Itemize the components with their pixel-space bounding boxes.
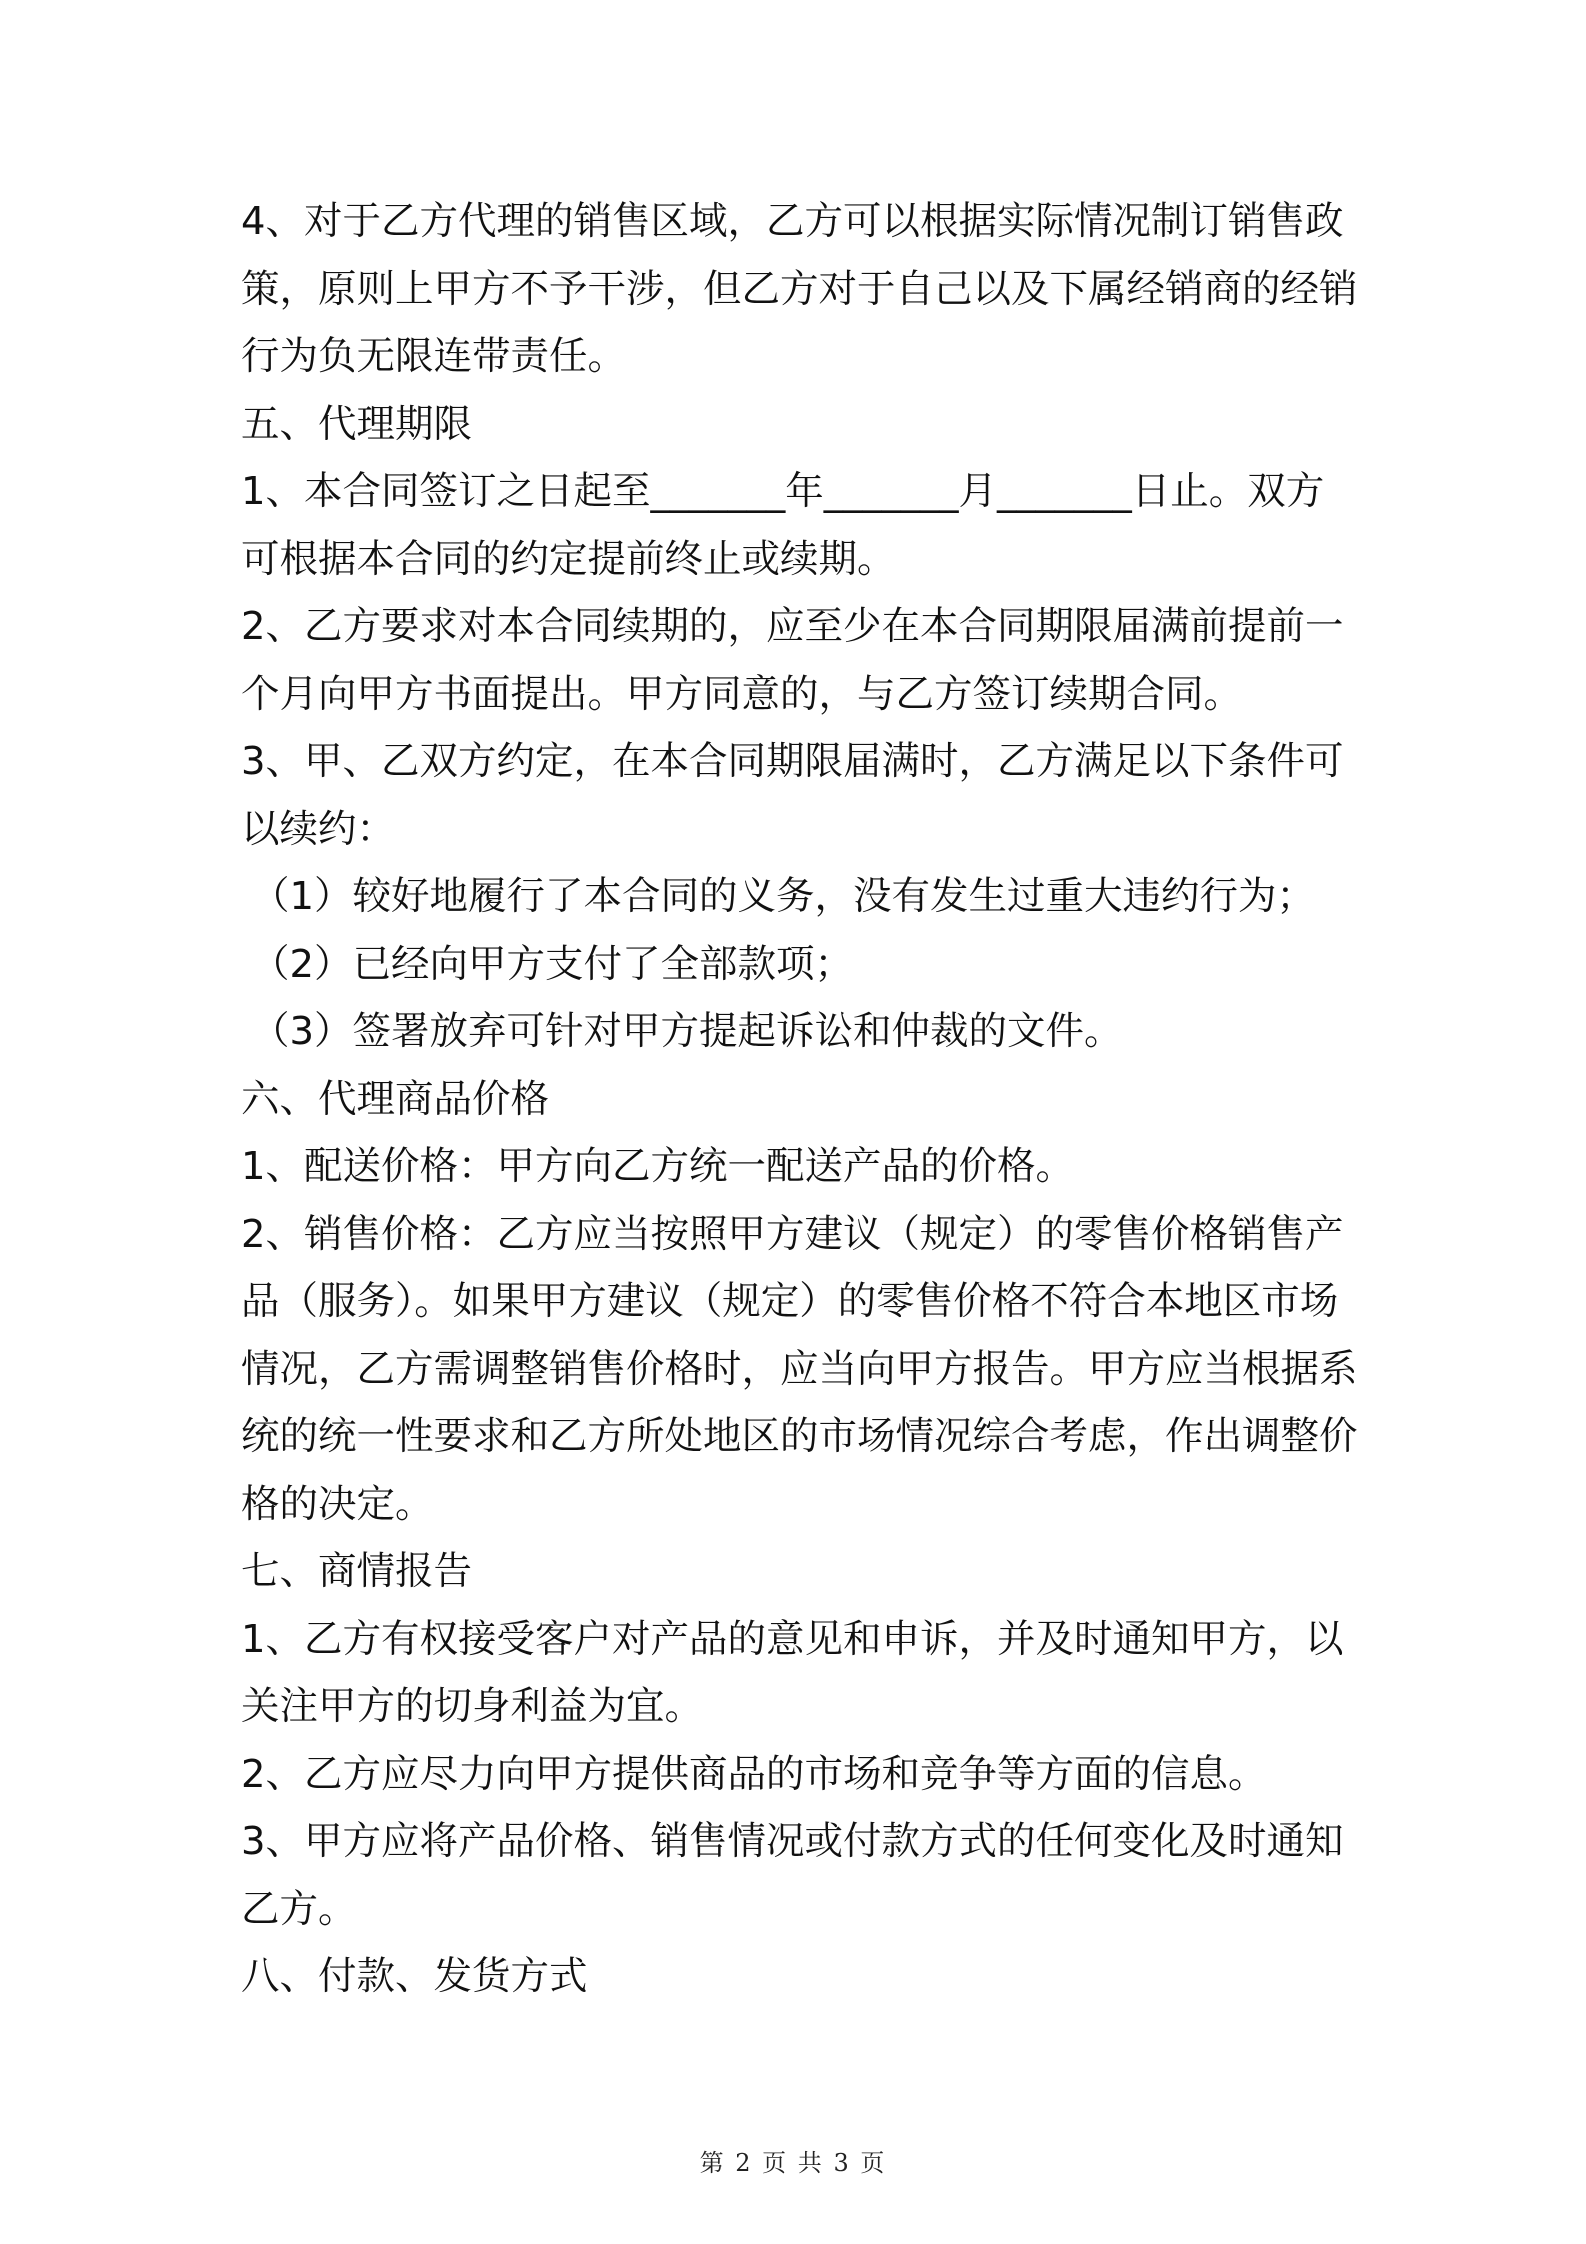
document-body — [241, 188, 1361, 2011]
section-heading-8: 八、付款、发货方式 — [241, 1954, 588, 1999]
section-heading-6: 六、代理商品价格 — [241, 1076, 550, 1122]
sub-item-condition-3: （3）签署放弃可针对甲方提起诉讼和仲裁的文件。 — [251, 1009, 1123, 1054]
sub-item-condition-1: （1）较好地履行了本合同的义务，没有发生过重大违约行为； — [251, 874, 1315, 919]
paragraph-item-4: 4、对于乙方代理的销售区域，乙方可以根据实际情况制订销售政策，原则上甲方不予干涉，但乙方对于自己以及下属经销商的经销行为负无限连带责任。 — [241, 199, 1358, 379]
paragraph-price-2: 2、销售价格：乙方应当按照甲方建议（规定）的零售价格销售产品（服务）。如果甲方建议（规定）的零售价格不符合本地区市场情况，乙方需调整销售价格时，应当向甲方报告。甲方应当根据系统的统一性要求和乙方所处地区的市场情况综合考虑，作出调整价格的决定。 — [241, 1211, 1358, 1527]
paragraph-report-1: 1、乙方有权接受客户对产品的意见和申诉，并及时通知甲方，以关注甲方的切身利益为宜。 — [241, 1616, 1344, 1729]
paragraph-report-3: 3、甲方应将产品价格、销售情况或付款方式的任何变化及时通知乙方。 — [241, 1819, 1344, 1932]
section-heading-5: 五、代理期限 — [241, 401, 473, 447]
paragraph-report-2: 2、乙方应尽力向甲方提供商品的市场和竞争等方面的信息。 — [241, 1751, 1267, 1797]
section-heading-7: 七、商情报告 — [241, 1549, 473, 1594]
paragraph-term-3: 3、甲、乙双方约定，在本合同期限届满时，乙方满足以下条件可以续约： — [241, 739, 1344, 852]
page-footer: 第 2 页 共 3 页 — [699, 2149, 887, 2177]
paragraph-term-1: 1、本合同签订之日起至_______年_______月_______日止。双方可根据本合同的约定提前终止或续期。 — [241, 469, 1325, 582]
paragraph-price-1: 1、配送价格：甲方向乙方统一配送产品的价格。 — [241, 1144, 1074, 1189]
paragraph-term-2: 2、乙方要求对本合同续期的，应至少在本合同期限届满前提前一个月向甲方书面提出。甲方同意的，与乙方签订续期合同。 — [241, 604, 1344, 717]
sub-item-condition-2: （2）已经向甲方支付了全部款项； — [251, 941, 853, 987]
